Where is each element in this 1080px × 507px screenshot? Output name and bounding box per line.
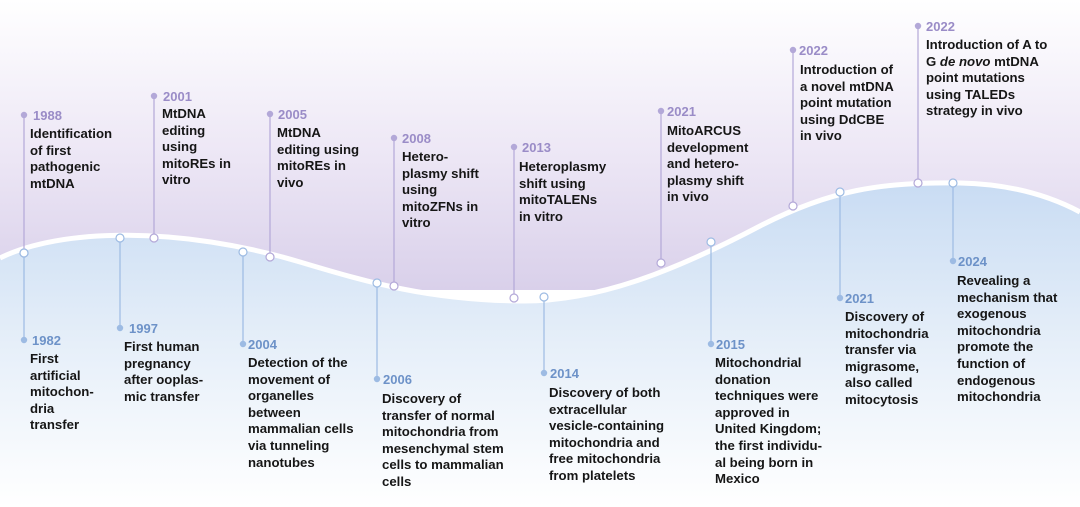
- description-line: cells to mammalian: [382, 457, 504, 473]
- event-year: 1982: [32, 333, 61, 348]
- description-line: using DdCBE: [800, 111, 885, 127]
- top-event-dot: [658, 108, 663, 113]
- description-line: via tunneling: [248, 437, 330, 453]
- bottom-event-dot: [707, 238, 715, 246]
- description-line: mitoZFNs in: [402, 198, 479, 214]
- description-line: point mutations: [926, 70, 1025, 86]
- event-description: [382, 391, 504, 491]
- bottom-event-dot: [373, 279, 381, 287]
- event-description: [402, 149, 479, 232]
- event-description: [667, 123, 748, 206]
- description-line: First: [30, 351, 59, 366]
- description-line: mitochondria: [957, 389, 1041, 405]
- event-description: [957, 273, 1057, 406]
- event-year: 2014: [550, 366, 579, 381]
- description-line: Mitochondrial: [715, 355, 802, 370]
- description-line: dria: [30, 400, 55, 416]
- top-event-dot: [915, 23, 920, 28]
- description-line: G de novo mtDNA: [926, 53, 1039, 69]
- top-event-dot: [151, 93, 156, 98]
- description-line: Identification: [30, 126, 113, 141]
- description-line: techniques were: [715, 388, 819, 404]
- description-line: after ooplas-: [124, 372, 204, 388]
- description-line: mitochondria and: [549, 434, 660, 450]
- description-line: mtDNA: [30, 175, 75, 191]
- description-line: mitoREs in: [162, 155, 231, 171]
- bottom-event-dot: [374, 376, 379, 381]
- event-year: 2022: [926, 19, 955, 34]
- description-line: MitoARCUS: [667, 123, 741, 138]
- description-line: Heteroplasmy: [519, 159, 607, 174]
- description-line: MtDNA: [277, 125, 321, 140]
- description-line: Mexico: [715, 471, 760, 487]
- bottom-event-dot: [708, 341, 713, 346]
- description-line: shift using: [519, 175, 586, 191]
- event-description: [715, 355, 822, 488]
- description-line: point mutation: [800, 95, 892, 111]
- description-line: mitochon-: [30, 384, 94, 400]
- description-line: approved in: [715, 404, 790, 420]
- bottom-event-dot: [540, 293, 548, 301]
- description-line: vitro: [402, 215, 431, 231]
- event-year: 1988: [33, 108, 62, 123]
- description-line: Discovery of both: [549, 385, 661, 400]
- description-line: Detection of the: [248, 355, 348, 370]
- bottom-event-dot: [949, 179, 957, 187]
- description-line: mammalian cells: [248, 421, 354, 437]
- event-description: [519, 159, 606, 225]
- bottom-event-dot: [21, 337, 26, 342]
- description-line: using: [402, 182, 438, 198]
- description-line: artificial: [30, 367, 81, 383]
- description-line: al being born in: [715, 454, 814, 470]
- description-line: pathogenic: [30, 159, 101, 175]
- description-line: First human: [124, 339, 200, 354]
- description-line: exogenous: [957, 306, 1027, 322]
- description-line: also called: [845, 375, 913, 391]
- description-line: free mitochondria: [549, 451, 661, 467]
- description-line: function of: [957, 355, 1026, 371]
- description-line: a novel mtDNA: [800, 78, 894, 94]
- description-line: of first: [30, 142, 72, 158]
- bottom-event-dot: [20, 249, 28, 257]
- description-line: using: [162, 139, 198, 155]
- event-year: 2001: [163, 89, 192, 104]
- description-line: strategy in vivo: [926, 103, 1023, 119]
- event-description: [162, 106, 231, 189]
- description-line: mesenchymal stem: [382, 440, 504, 456]
- description-line: Revealing a: [957, 273, 1031, 288]
- event-description: [845, 309, 929, 409]
- top-event-dot: [914, 179, 922, 187]
- description-line: migrasome,: [845, 358, 920, 374]
- bottom-event-dot: [239, 248, 247, 256]
- description-line: editing using: [277, 141, 360, 157]
- description-line: endogenous: [957, 372, 1036, 388]
- top-event-dot: [790, 47, 795, 52]
- description-line: in vivo: [800, 128, 842, 144]
- top-event-dot: [21, 112, 26, 117]
- description-line: transfer of normal: [382, 407, 495, 423]
- description-line: transfer: [30, 417, 80, 433]
- event-description: [926, 37, 1047, 120]
- description-line: cells: [382, 473, 412, 489]
- description-line: mitoREs in: [277, 158, 346, 174]
- top-event-dot: [391, 135, 396, 140]
- description-line: mitoTALENs: [519, 192, 598, 208]
- description-line: promote the: [957, 339, 1034, 355]
- event-year: 2005: [278, 107, 307, 122]
- description-line: organelles: [248, 388, 314, 404]
- top-event-dot: [789, 202, 797, 210]
- bottom-event-dot: [950, 258, 955, 263]
- description-line: mitochondria: [957, 322, 1041, 338]
- bottom-event-dot: [541, 370, 546, 375]
- description-line: vivo: [277, 174, 304, 190]
- top-event-dot: [511, 144, 516, 149]
- event-year: 2021: [845, 291, 874, 306]
- description-line: Introduction of A to: [926, 37, 1048, 52]
- top-event-dot: [510, 294, 518, 302]
- description-line: mic transfer: [124, 388, 200, 404]
- bottom-event-dot: [117, 325, 122, 330]
- event-year: 2021: [667, 104, 696, 119]
- description-line: movement of: [248, 371, 331, 387]
- description-line: mitocytosis: [845, 391, 919, 407]
- description-line: Discovery of: [382, 391, 462, 406]
- description-line: Hetero-: [402, 149, 449, 164]
- description-line: vesicle-containing: [549, 418, 665, 434]
- description-line: from platelets: [549, 467, 636, 483]
- event-year: 2024: [958, 254, 987, 269]
- description-line: mechanism that: [957, 289, 1058, 305]
- event-description: [549, 385, 664, 485]
- event-description: [277, 125, 359, 191]
- description-line: and hetero-: [667, 156, 739, 172]
- description-line: nanotubes: [248, 454, 315, 470]
- description-line: in vitro: [519, 208, 563, 224]
- event-year: 1997: [129, 321, 158, 336]
- description-line: in vivo: [667, 189, 709, 205]
- event-description: [248, 355, 354, 471]
- top-event-dot: [657, 259, 665, 267]
- description-line: United Kingdom;: [715, 421, 822, 437]
- bottom-event-dot: [116, 234, 124, 242]
- event-year: 2013: [522, 140, 551, 155]
- top-event-dot: [390, 282, 398, 290]
- description-line: mitochondria: [845, 325, 929, 341]
- event-year: 2006: [383, 372, 412, 387]
- top-event-dot: [150, 234, 158, 242]
- description-line: using TALEDs: [926, 86, 1016, 102]
- description-line: pregnancy: [124, 355, 191, 371]
- description-line: between: [248, 404, 301, 420]
- event-description: [30, 126, 112, 192]
- event-year: 2015: [716, 337, 745, 352]
- description-line: donation: [715, 371, 771, 387]
- event-year: 2022: [799, 43, 828, 58]
- event-description: [30, 351, 94, 434]
- event-year: 2008: [402, 131, 431, 146]
- description-line: Introduction of: [800, 62, 894, 77]
- top-event-dot: [267, 111, 272, 116]
- description-line: plasmy shift: [667, 172, 744, 188]
- description-line: extracellular: [549, 401, 627, 417]
- description-line: the first individu-: [715, 437, 822, 453]
- event-year: 2004: [248, 337, 277, 352]
- description-line: Discovery of: [845, 309, 925, 324]
- description-line: mitochondria from: [382, 424, 499, 440]
- description-line: plasmy shift: [402, 165, 479, 181]
- top-event-dot: [266, 253, 274, 261]
- event-description: [124, 339, 203, 405]
- bottom-event-dot: [240, 341, 245, 346]
- description-line: transfer via: [845, 342, 917, 358]
- description-line: MtDNA: [162, 106, 206, 121]
- event-description: [800, 62, 894, 145]
- description-line: development: [667, 139, 749, 155]
- bottom-event-dot: [837, 295, 842, 300]
- bottom-event-dot: [836, 188, 844, 196]
- description-line: vitro: [162, 172, 191, 188]
- description-line: editing: [162, 122, 206, 138]
